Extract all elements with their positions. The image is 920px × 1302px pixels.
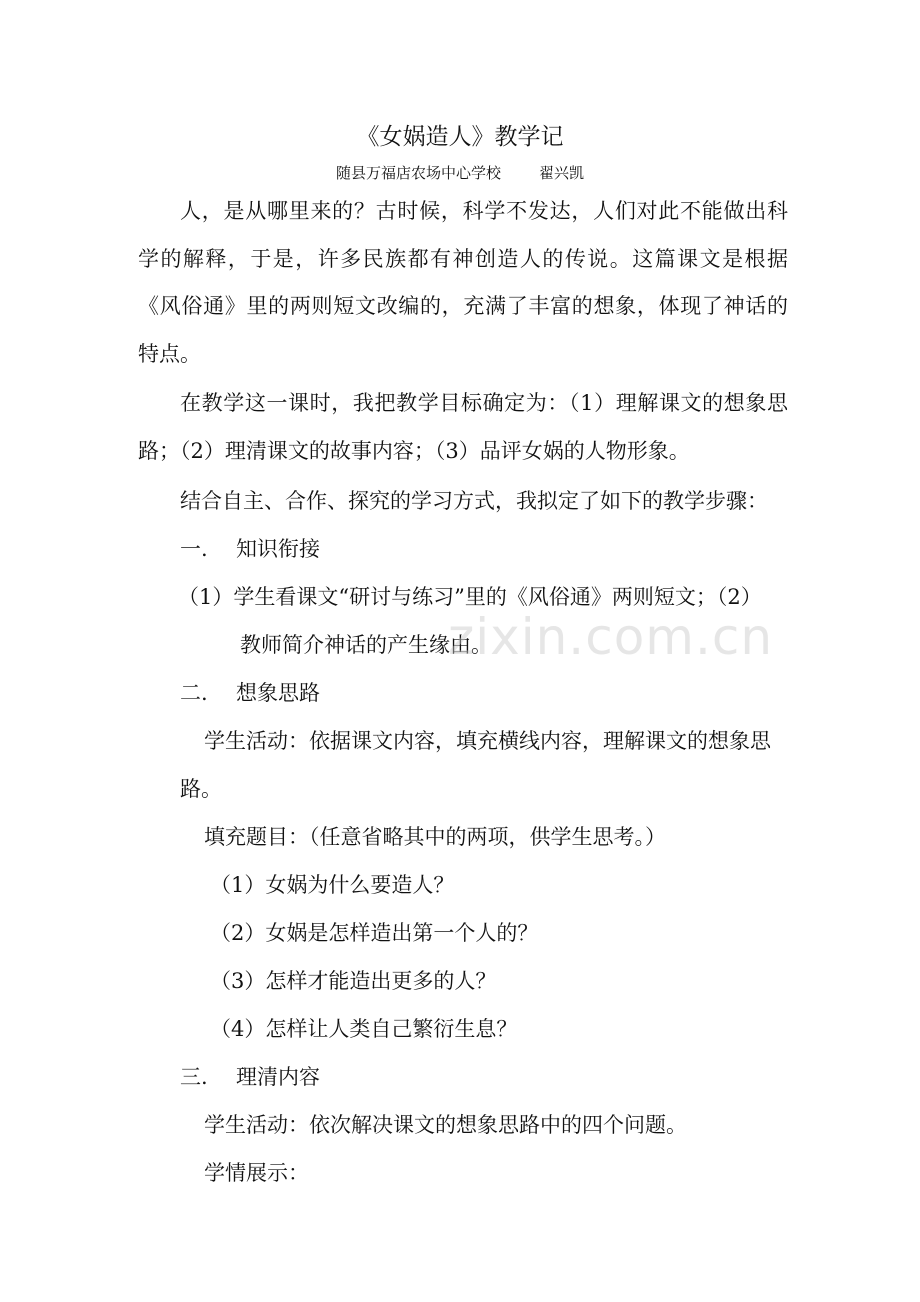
question-2: （2）女娲是怎样造出第一个人的？ [210,921,539,945]
author-line [0,162,920,183]
watermark: zixin.com.cn [448,608,774,666]
question-1: （1）女娲为什么要造人？ [210,873,455,897]
section-2-activity-line-1: 学生活动：依据课文内容，填充横线内容，理解课文的想象思 [204,729,771,753]
school-name: 随县万福店农场中心学校 [335,164,501,182]
section-3-activity: 学生活动：依次解决课文的想象思路中的四个问题。 [204,1113,687,1137]
author-name: 翟兴凯 [539,164,585,182]
section-2-activity-line-2: 路。 [180,777,222,801]
section-1-title: 知识衔接 [236,537,320,561]
section-3-heading [180,1061,320,1091]
question-4: （4）怎样让人类自己繁衍生息？ [210,1017,518,1041]
objectives-paragraph: 在教学这一课时，我把教学目标确定为：（1）理解课文的想象思路；（2）理清课文的故事内容；（3）品评女娲的人物形象。 [138,391,788,463]
section-2-title: 想象思路 [236,681,320,705]
fill-in-instructions: 填充题目：（任意省略其中的两项，供学生思考。） [204,825,666,849]
section-1-item-line-2: 教师简介神话的产生缘由。 [240,633,492,657]
section-3-title: 理清内容 [236,1065,320,1089]
section-1-number: 一. [180,537,208,561]
section-3-show: 学情展示： [204,1161,309,1185]
question-3: （3）怎样才能造出更多的人？ [210,969,497,993]
section-3-number: 三. [180,1065,208,1089]
document-title: 《女娲造人》教学记 [356,124,564,150]
section-1-item-line-1: （1）学生看课文“研讨与练习”里的《风俗通》两则短文；（2） [178,585,762,609]
section-2-number: 二. [180,681,208,705]
section-1-heading [180,533,320,563]
intro-paragraph: 人，是从哪里来的？古时候，科学不发达，人们对此不能做出科学的解释，于是，许多民族都有神创造人的传说。这篇课文是根据《风俗通》里的两则短文改编的，充满了丰富的想象，体现了神话的特点。 [138,199,788,366]
steps-intro: 结合自主、合作、探究的学习方式，我拟定了如下的教学步骤： [180,489,768,513]
section-2-heading [180,677,320,707]
